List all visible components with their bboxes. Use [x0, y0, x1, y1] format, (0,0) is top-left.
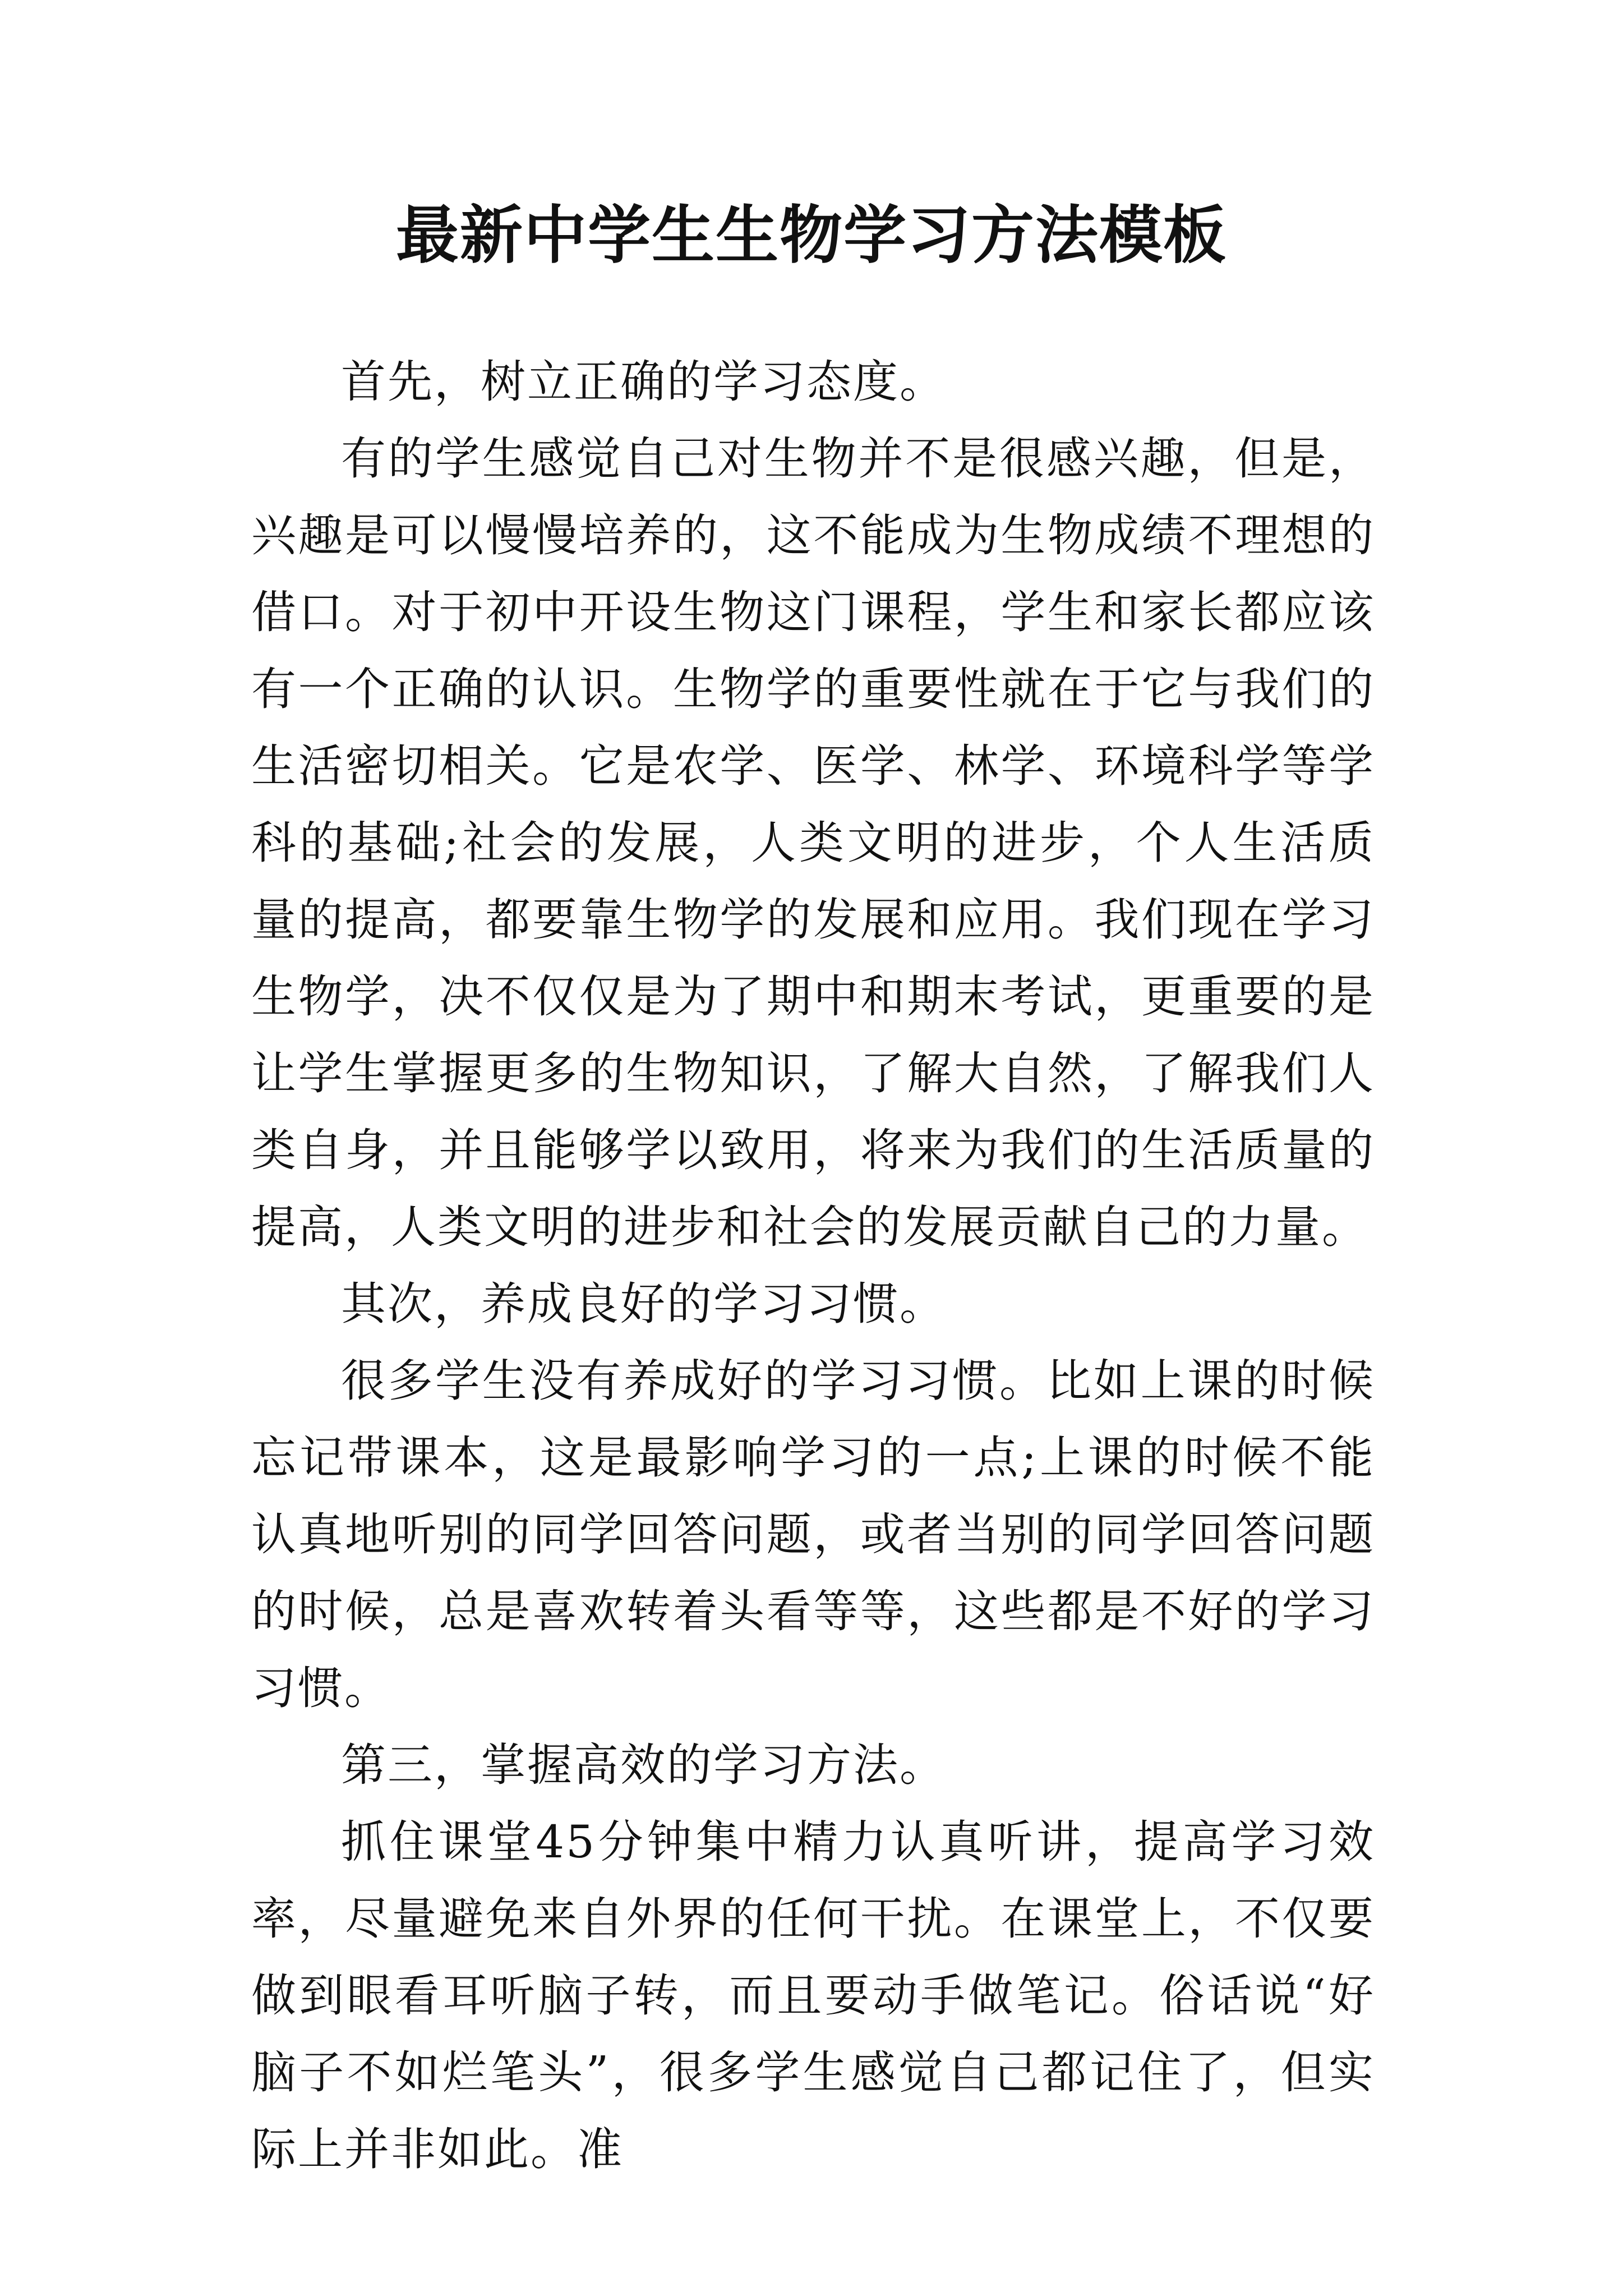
paragraph-heading-methods: 第三，掌握高效的学习方法。 — [341, 1739, 946, 1791]
paragraph-attitude-body: 有的学生感觉自己对生物并不是很感兴趣，但是，兴趣是可以慢慢培养的，这不能成为生物成绩不理想的借口。对于初中开设生物这门课程，学生和家长都应该有一个正确的认识。生物学的重要性就在于它与我们的生活密切相关。它是农学、医学、林学、环境科学等学科的基础;社会的发展，人类文明的进步，个人生活质量的提高，都要靠生物学的发展和应用。我们现在学习生物学，决不仅仅是为了期中和期末考试，更重要的是让学生掌握更多的生物知识，了解大自然，了解我们人类自身，并且能够学以致用，将来为我们的生活质量的提高，人类文明的进步和社会的发展贡献自己的力量。 — [251, 432, 1375, 1253]
paragraph-habits-body: 很多学生没有养成好的学习习惯。比如上课的时候忘记带课本，这是最影响学习的一点;上课的时候不能认真地听别的同学回答问题，或者当别的同学回答问题的时候，总是喜欢转着头看等等，这些都是不好的学习习惯。 — [251, 1355, 1375, 1714]
paragraph-heading-habits: 其次，养成良好的学习习惯。 — [341, 1278, 946, 1330]
paragraph-methods-body: 抓住课堂45分钟集中精力认真听讲，提高学习效率，尽量避免来自外界的任何干扰。在课堂上，不仅要做到眼看耳听脑子转，而且要动手做笔记。俗话说“好脑子不如烂笔头”，很多学生感觉自己都记住了，但实际上并非如此。准 — [251, 1816, 1375, 2175]
paragraph-heading-attitude: 首先，树立正确的学习态度。 — [341, 356, 946, 408]
document-title: 最新中学生生物学习方法模板 — [396, 199, 1227, 272]
document-body — [251, 343, 1375, 2188]
